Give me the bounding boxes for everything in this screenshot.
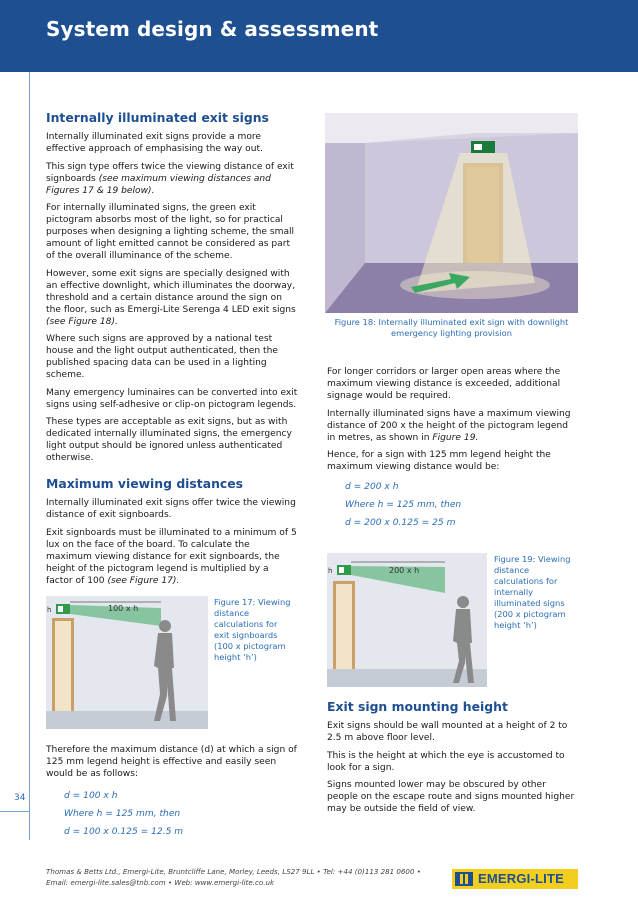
figure-18-illustration xyxy=(325,113,578,313)
page-header xyxy=(0,0,638,72)
left-column xyxy=(46,110,298,592)
figure-17-illustration xyxy=(46,596,208,729)
paragraph: Where such signs are approved by a national test house and the light output authenticated, then the published spacing data can be used in a lighting scheme. xyxy=(46,334,278,380)
paragraph: For internally illuminated signs, the green exit pictogram absorbs most of the light, so for practical purposes when designing a lighting scheme, the small amount of light emitted cannot be considered as part of the overall illuminance of the scheme. xyxy=(46,203,295,261)
right-lower-text xyxy=(327,699,579,821)
figure-17-dimension: 100 x h xyxy=(108,604,139,613)
formula-line: d = 200 x h xyxy=(345,482,399,492)
text: This sign type offers twice the viewing distance of exit signboards xyxy=(46,161,294,184)
logo-mark-icon xyxy=(455,872,473,886)
figure-17-caption: Figure 17: Viewing distance calculations for exit signboards (100 x pictogram height ‘h’) xyxy=(214,597,291,662)
paragraph xyxy=(46,527,298,587)
margin-rule xyxy=(29,72,30,840)
paragraph: Many emergency luminaires can be converted into exit signs using self-adhesive or clip-on pictogram legends. xyxy=(46,387,298,410)
formula-line: Where h = 125 mm, then xyxy=(64,809,181,819)
heading-max-viewing: Maximum viewing distances xyxy=(46,476,244,491)
page-number-rule xyxy=(0,811,30,812)
formula-line: d = 100 x 0.125 = 12.5 m xyxy=(64,827,184,837)
heading-mounting-height: Exit sign mounting height xyxy=(327,699,508,714)
paragraph: This is the height at which the eye is accustomed to look for a sign. xyxy=(327,750,565,773)
page-title: System design & assessment xyxy=(46,17,379,41)
emergi-lite-logo xyxy=(452,869,578,889)
paragraph: These types are acceptable as exit signs, but as with dedicated internally illuminated signs, the emergency light output should be ignored unless authenticated otherwise. xyxy=(46,417,292,463)
logo-text: EMERGI-LITE xyxy=(478,871,564,886)
paragraph xyxy=(46,161,298,197)
reference-text: (see Figure 17). xyxy=(107,575,180,586)
paragraph: Internally illuminated exit signs provide a more effective approach of emphasising the way out. xyxy=(46,132,263,154)
paragraph xyxy=(327,408,579,444)
formula-line: d = 200 x 0.125 = 25 m xyxy=(345,518,456,528)
paragraph: Internally illuminated exit signs offer twice the viewing distance of exit signboards. xyxy=(46,498,296,520)
footer-contact xyxy=(46,866,426,888)
left-lower-text xyxy=(46,744,298,844)
figure-18-caption: Figure 18: Internally illuminated exit sign with downlight emergency lighting provision xyxy=(334,317,569,338)
figure-19-dimension: 200 x h xyxy=(389,566,420,575)
paragraph: For longer corridors or larger open areas where the maximum viewing distance is exceeded, additional signage would be required. xyxy=(327,367,561,401)
page-number: 34 xyxy=(14,793,26,803)
paragraph: Exit signs should be wall mounted at a height of 2 to 2.5 m above floor level. xyxy=(327,721,568,743)
figure-17-h-label: h xyxy=(47,606,52,614)
paragraph: Signs mounted lower may be obscured by other people on the escape route and signs mounted higher may be outside the field of view. xyxy=(327,780,575,814)
figure-19-caption: Figure 19: Viewing distance calculations for internally illuminated signs (200 x pictogram height ‘h’) xyxy=(494,554,571,630)
reference-text: Figure 19. xyxy=(432,432,479,443)
formula-block-200 xyxy=(327,481,579,529)
text: Exit signboards must be illuminated to a minimum of 5 lux on the face of the board. To calculate the maximum viewing distance for exit signboards, the height of the pictogram legend is multiplied by a factor of 100 xyxy=(46,527,297,586)
right-column xyxy=(327,366,579,535)
formula-line: d = 100 x h xyxy=(64,791,118,801)
figure-19-illustration xyxy=(327,553,487,687)
footer-address: Thomas & Betts Ltd., Emergi-Lite, Bruntcliffe Lane, Morley, Leeds, LS27 9LL • Tel: +44 (0)113 281 0600 • xyxy=(46,867,421,876)
paragraph: Hence, for a sign with 125 mm legend height the maximum viewing distance would be: xyxy=(327,450,551,472)
reference-text: (see Figure 18). xyxy=(46,316,118,327)
text: However, some exit signs are specially designed with an effective downlight, which illuminates the doorway, threshold and a certain distance around the sign on the floor, such as Emergi-Lite Serenga 4 LED exit signs xyxy=(46,268,296,315)
heading-internally-illuminated: Internally illuminated exit signs xyxy=(46,110,269,125)
footer-email-web: Email: emergi-lite.sales@tnb.com • Web: www.emergi-lite.co.uk xyxy=(46,878,275,887)
formula-line: Where h = 125 mm, then xyxy=(345,500,462,510)
figure-19-h-label: h xyxy=(328,567,333,575)
formula-block-100 xyxy=(46,790,298,838)
paragraph xyxy=(46,268,298,328)
paragraph: Therefore the maximum distance (d) at which a sign of 125 mm legend height is effective and easily seen would be as follows: xyxy=(46,745,297,779)
text: Internally illuminated signs have a maximum viewing distance of 200 x the height of the pictogram legend in metres, as shown in xyxy=(327,408,571,443)
reference-text: (see maximum viewing distances and Figures 17 & 19 below). xyxy=(46,173,271,196)
